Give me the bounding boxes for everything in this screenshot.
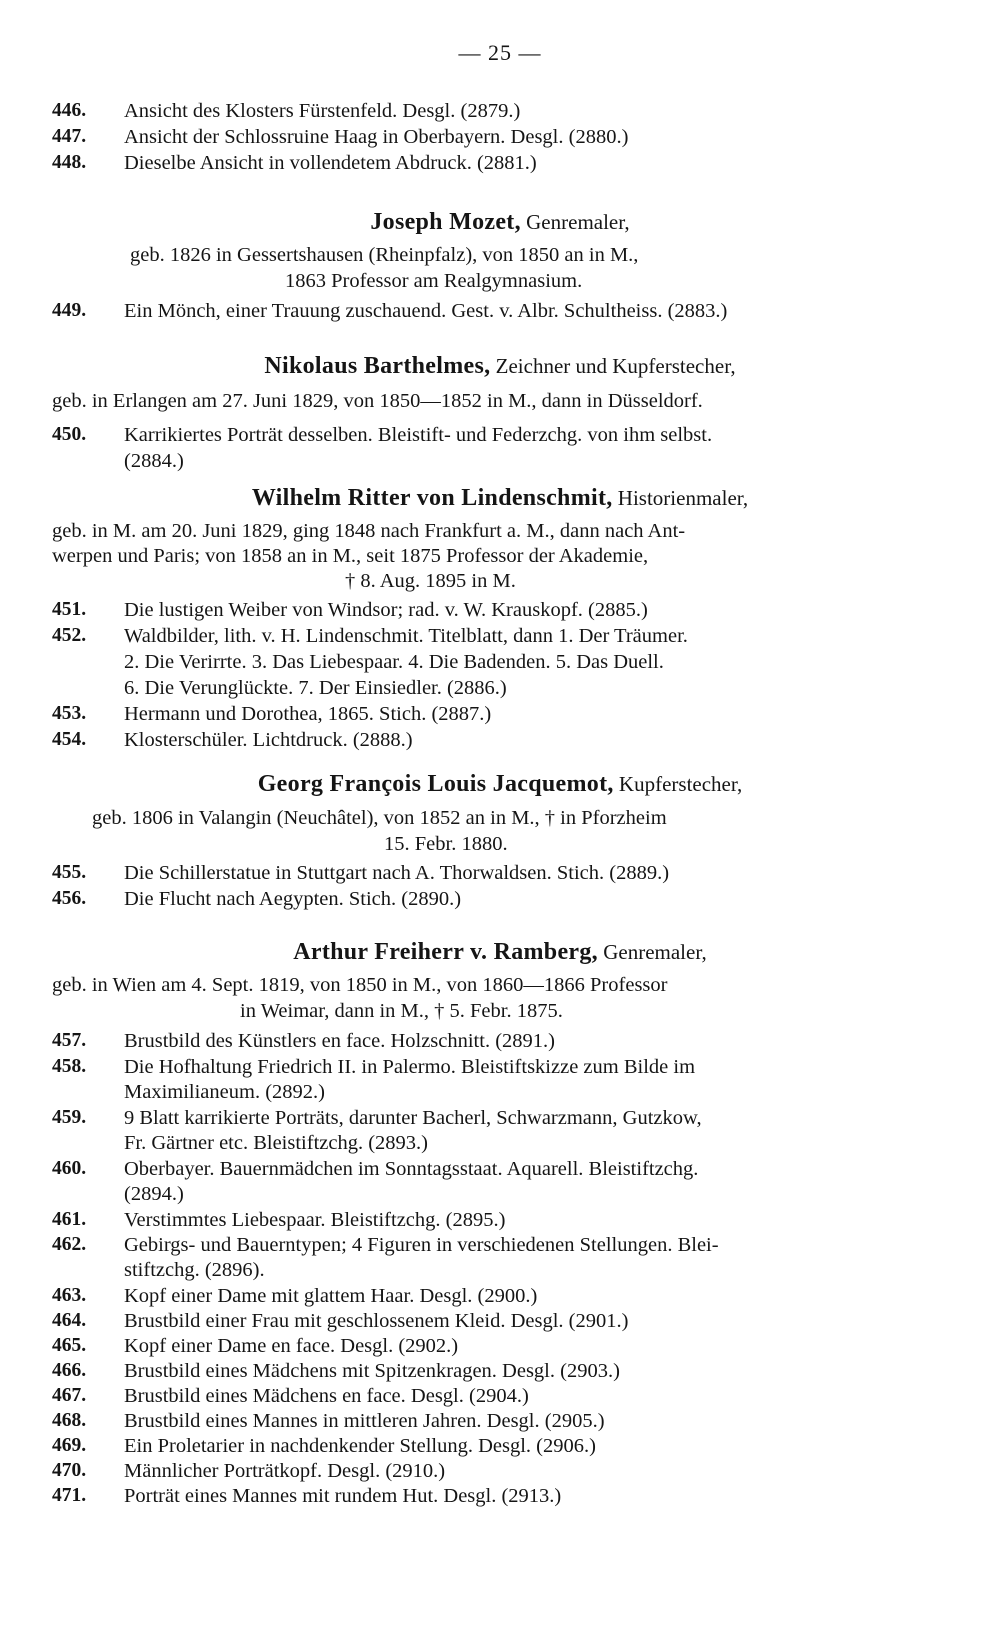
entry-text: Dieselbe Ansicht in vollendetem Abdruck. (2881.): [124, 152, 537, 174]
catalog-entry: [52, 886, 912, 912]
entry-number: 447.: [52, 126, 87, 147]
entry-text: Die Flucht nach Aegypten. Stich. (2890.): [124, 888, 462, 910]
page-number: — 25 —: [458, 40, 542, 65]
artist-bio-line: in Weimar, dann in M., † 5. Febr. 1875.: [240, 1000, 563, 1022]
entry-text: Waldbilder, lith. v. H. Lindenschmit. Titelblatt, dann 1. Der Träumer.: [124, 625, 688, 647]
catalog-entry: [52, 727, 912, 753]
artist-name: Arthur Freiherr v. Ramberg,: [293, 939, 598, 965]
catalog-entry: [52, 1156, 912, 1182]
entry-text: Porträt eines Mannes mit rundem Hut. Desgl. (2913.): [124, 1485, 562, 1507]
entry-number: 457.: [52, 1030, 87, 1051]
entry-text: Die Schillerstatue in Stuttgart nach A. Thorwaldsen. Stich. (2889.): [124, 862, 670, 884]
entry-text: Verstimmtes Liebespaar. Bleistiftzchg. (2895.): [124, 1209, 506, 1231]
artist-bio-line: 15. Febr. 1880.: [384, 833, 508, 855]
catalog-entry: [52, 1283, 912, 1309]
entry-number: 451.: [52, 599, 87, 620]
artist-role: Zeichner und Kupferstecher,: [495, 354, 736, 378]
entry-text: Klosterschüler. Lichtdruck. (2888.): [124, 729, 413, 751]
entry-continuation: (2884.): [124, 450, 184, 472]
artist-role: Genremaler,: [526, 210, 630, 234]
artist-role: Kupferstecher,: [618, 772, 743, 796]
entry-continuation: Fr. Gärtner etc. Bleistiftzchg. (2893.): [124, 1132, 428, 1154]
artist-name: Joseph Mozet,: [370, 209, 521, 235]
entry-number: 455.: [52, 862, 87, 883]
entry-number: 452.: [52, 625, 87, 646]
entry-text: Männlicher Porträtkopf. Desgl. (2910.): [124, 1460, 446, 1482]
artist-heading: [0, 208, 1000, 236]
catalog-entry: [52, 98, 912, 124]
entry-number: 446.: [52, 100, 87, 121]
catalog-entry: [52, 1383, 912, 1409]
artist-bio-line: geb. in M. am 20. Juni 1829, ging 1848 nach Frankfurt a. M., dann nach Ant-: [52, 520, 686, 542]
catalog-entry: [52, 124, 912, 150]
catalog-entry: [52, 1333, 912, 1359]
entry-continuation: stiftzchg. (2896).: [124, 1259, 265, 1281]
entry-text: Die Hofhaltung Friedrich II. in Palermo. Bleistiftskizze zum Bilde im: [124, 1056, 696, 1078]
artist-role: Historienmaler,: [617, 486, 749, 510]
entry-text: Die lustigen Weiber von Windsor; rad. v. W. Krauskopf. (2885.): [124, 599, 648, 621]
entry-number: 454.: [52, 729, 87, 750]
entry-text: Brustbild einer Frau mit geschlossenem Kleid. Desgl. (2901.): [124, 1310, 629, 1332]
entry-text: Brustbild eines Mädchens mit Spitzenkragen. Desgl. (2903.): [124, 1360, 620, 1382]
entry-number: 459.: [52, 1107, 87, 1128]
entry-number: 450.: [52, 424, 87, 445]
entry-text: Gebirgs- und Bauerntypen; 4 Figuren in verschiedenen Stellungen. Blei-: [124, 1234, 719, 1256]
artist-name: Georg François Louis Jacquemot,: [257, 771, 614, 797]
artist-name: Nikolaus Barthelmes,: [264, 353, 491, 379]
entry-number: 458.: [52, 1056, 87, 1077]
entry-text: Kopf einer Dame mit glattem Haar. Desgl. (2900.): [124, 1285, 538, 1307]
catalog-entry: [52, 1408, 912, 1434]
entry-number: 467.: [52, 1385, 87, 1406]
entry-number: 448.: [52, 152, 87, 173]
entry-text: Hermann und Dorothea, 1865. Stich. (2887.): [124, 703, 492, 725]
catalog-entry: [52, 1483, 912, 1509]
entry-number: 460.: [52, 1158, 87, 1179]
artist-heading: [0, 770, 1000, 798]
catalog-entry: [52, 1054, 912, 1080]
entry-text: Ein Mönch, einer Trauung zuschauend. Gest. v. Albr. Schultheiss. (2883.): [124, 300, 728, 322]
catalog-entry: [52, 150, 912, 176]
entry-continuation: (2894.): [124, 1183, 184, 1205]
entry-text: Karrikiertes Porträt desselben. Bleistift- und Federzchg. von ihm selbst.: [124, 424, 713, 446]
entry-text: Oberbayer. Bauernmädchen im Sonntagsstaat. Aquarell. Bleistiftzchg.: [124, 1158, 699, 1180]
entry-text: Ein Proletarier in nachdenkender Stellung. Desgl. (2906.): [124, 1435, 596, 1457]
artist-bio-line: werpen und Paris; von 1858 an in M., seit 1875 Professor der Akademie,: [52, 545, 649, 567]
entry-text: Ansicht des Klosters Fürstenfeld. Desgl. (2879.): [124, 100, 521, 122]
entry-text: 9 Blatt karrikierte Porträts, darunter Bacherl, Schwarzmann, Gutzkow,: [124, 1107, 702, 1129]
catalog-entry: [52, 1232, 912, 1258]
artist-bio-line: 1863 Professor am Realgymnasium.: [285, 270, 583, 292]
catalog-entry: [52, 1358, 912, 1384]
entry-text: Kopf einer Dame en face. Desgl. (2902.): [124, 1335, 459, 1357]
entry-number: 466.: [52, 1360, 87, 1381]
entry-number: 464.: [52, 1310, 87, 1331]
entry-number: 468.: [52, 1410, 87, 1431]
entry-text: Brustbild eines Mannes in mittleren Jahren. Desgl. (2905.): [124, 1410, 605, 1432]
catalog-entry: [52, 1433, 912, 1459]
entry-text: Brustbild des Künstlers en face. Holzschnitt. (2891.): [124, 1030, 555, 1052]
entry-text: Ansicht der Schlossruine Haag in Oberbayern. Desgl. (2880.): [124, 126, 629, 148]
entry-number: 453.: [52, 703, 87, 724]
catalog-entry: [52, 298, 912, 324]
entry-continuation: 6. Die Verunglückte. 7. Der Einsiedler. (2886.): [124, 677, 507, 699]
catalog-entry: [52, 701, 912, 727]
entry-number: 469.: [52, 1435, 87, 1456]
entry-continuation: Maximilianeum. (2892.): [124, 1081, 325, 1103]
catalog-entry: [52, 1458, 912, 1484]
artist-bio-line: geb. in Wien am 4. Sept. 1819, von 1850 in M., von 1860—1866 Professor: [52, 974, 668, 996]
catalog-entry: [52, 1207, 912, 1233]
catalog-entry: [52, 860, 912, 886]
catalog-entry: [52, 623, 912, 649]
catalog-entry: [52, 1105, 912, 1131]
artist-name: Wilhelm Ritter von Lindenschmit,: [251, 485, 613, 511]
entry-number: 471.: [52, 1485, 87, 1506]
artist-bio-line: geb. in Erlangen am 27. Juni 1829, von 1850—1852 in M., dann in Düsseldorf.: [52, 390, 703, 412]
entry-number: 470.: [52, 1460, 87, 1481]
entry-number: 465.: [52, 1335, 87, 1356]
artist-heading: [0, 352, 1000, 380]
catalog-entry: [52, 1308, 912, 1334]
entry-number: 456.: [52, 888, 87, 909]
catalog-entry: [52, 1028, 912, 1054]
artist-heading: [0, 484, 1000, 512]
entry-number: 449.: [52, 300, 87, 321]
catalog-entry: [52, 597, 912, 623]
entry-number: 461.: [52, 1209, 87, 1230]
artist-bio-line: † 8. Aug. 1895 in M.: [345, 570, 516, 592]
entry-number: 462.: [52, 1234, 87, 1255]
artist-bio-line: geb. 1826 in Gessertshausen (Rheinpfalz), von 1850 an in M.,: [130, 244, 639, 266]
artist-role: Genremaler,: [603, 940, 707, 964]
artist-bio-line: geb. 1806 in Valangin (Neuchâtel), von 1852 an in M., † in Pforzheim: [92, 807, 667, 829]
entry-number: 463.: [52, 1285, 87, 1306]
artist-heading: [0, 938, 1000, 966]
catalog-entry: [52, 422, 912, 448]
entry-text: Brustbild eines Mädchens en face. Desgl. (2904.): [124, 1385, 529, 1407]
entry-continuation: 2. Die Verirrte. 3. Das Liebespaar. 4. Die Badenden. 5. Das Duell.: [124, 651, 664, 673]
